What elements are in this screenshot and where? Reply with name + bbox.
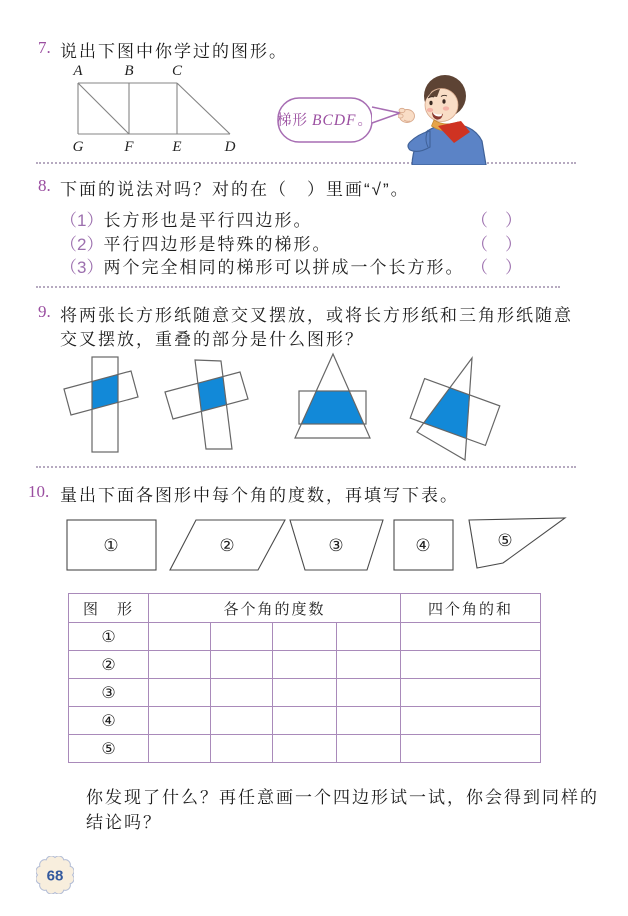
separator-dotted-1 (36, 162, 576, 164)
separator-dotted-2 (36, 286, 560, 288)
table-header-row (69, 594, 541, 623)
q8-item-1-label: （1） (60, 211, 104, 230)
q10-closing-line1: 你发现了什么？再任意画一个四边形试一试，你会得到同样的 (86, 788, 599, 807)
speech-bubble (272, 92, 406, 148)
header-sum: 四个角的和 (401, 594, 541, 623)
q8-item-2 (60, 230, 522, 255)
q8-item-3-text: 两个完全相同的梯形可以拼成一个长方形。 (103, 258, 465, 277)
angle-cell (149, 679, 211, 707)
angle-cell (273, 623, 337, 651)
boy-illustration (398, 68, 492, 165)
table-row (69, 707, 541, 735)
page-number: 68 (46, 867, 64, 885)
angle-cell (337, 679, 401, 707)
speech-bubble-text: 梯形 BCDF。 (277, 112, 373, 129)
vertex-label-e: E (172, 139, 182, 155)
angle-cell (149, 651, 211, 679)
shape-quadrilateral-5 (469, 518, 565, 568)
overlap-figure-3 (295, 354, 370, 438)
angle-cell (273, 707, 337, 735)
sum-cell (401, 623, 541, 651)
sum-cell (401, 707, 541, 735)
angle-cell (149, 623, 211, 651)
q7-prompt: 说出下图中你学过的图形。 (60, 42, 288, 61)
q8-item-2-answer-blank: （ ） (471, 235, 522, 254)
row-label: ④ (69, 707, 149, 735)
angle-cell (211, 735, 273, 763)
vertex-label-d: D (224, 139, 236, 155)
sum-cell (401, 679, 541, 707)
row-label: ⑤ (69, 735, 149, 763)
angle-cell (273, 651, 337, 679)
angle-cell (337, 651, 401, 679)
q9-prompt-line2: 交叉摆放，重叠的部分是什么图形？ (60, 330, 364, 349)
q8-item-1-answer-blank: （ ） (471, 211, 522, 230)
q8-item-3-answer-blank: （ ） (471, 258, 522, 277)
sum-cell (401, 735, 541, 763)
shape-label-2: ② (219, 536, 235, 555)
angle-cell (211, 623, 273, 651)
q7-geometry-figure (56, 60, 256, 160)
vertex-label-b: B (124, 63, 134, 79)
shape-label-4: ④ (415, 536, 431, 555)
sum-cell (401, 651, 541, 679)
table-row (69, 735, 541, 763)
q10-number: 10. (28, 482, 50, 501)
row-label: ② (69, 651, 149, 679)
q10-prompt: 量出下面各图形中每个角的度数，再填写下表。 (60, 486, 459, 505)
angle-cell (273, 735, 337, 763)
q7-number: 7. (38, 38, 51, 57)
angle-cell (337, 735, 401, 763)
header-angles: 各个角的度数 (149, 594, 401, 623)
q8-item-2-text: 平行四边形是特殊的梯形。 (103, 235, 332, 254)
q8-number: 8. (38, 176, 51, 195)
separator-dotted-3 (36, 466, 576, 468)
angle-cell (211, 651, 273, 679)
row-label: ① (69, 623, 149, 651)
q10-closing-line2: 结论吗？ (86, 813, 162, 832)
q9-overlap-figures (40, 345, 600, 475)
angle-cell (211, 707, 273, 735)
vertex-label-g: G (72, 139, 84, 155)
q10-shapes-row (50, 508, 580, 578)
angle-cell (211, 679, 273, 707)
header-shape: 图 形 (69, 594, 149, 623)
table-row (69, 651, 541, 679)
q9-number: 9. (38, 302, 51, 321)
angles-table (68, 593, 541, 763)
overlap-figure-1 (64, 357, 138, 452)
angle-cell (337, 623, 401, 651)
page-number-badge (36, 856, 74, 894)
q8-item-1 (60, 206, 522, 231)
overlap-figure-2 (165, 360, 248, 449)
angle-cell (149, 707, 211, 735)
vertex-label-a: A (73, 63, 83, 79)
q8-item-1-text: 长方形也是平行四边形。 (103, 211, 313, 230)
table-row (69, 679, 541, 707)
q8-item-2-label: （2） (60, 235, 104, 254)
vertex-label-c: C (171, 63, 183, 79)
q8-item-3-label: （3） (60, 258, 104, 277)
row-label: ③ (69, 679, 149, 707)
shape-label-5: ⑤ (497, 531, 513, 550)
vertex-label-f: F (124, 139, 134, 155)
q9-prompt-line1: 将两张长方形纸随意交叉摆放，或将长方形纸和三角形纸随意 (60, 306, 573, 325)
angle-cell (149, 735, 211, 763)
overlap-figure-4 (410, 358, 500, 460)
q8-item-3 (60, 253, 522, 278)
table-row (69, 623, 541, 651)
q8-prompt: 下面的说法对吗？对的在（ ）里画“√”。 (60, 180, 410, 199)
shape-label-1: ① (103, 536, 119, 555)
angle-cell (273, 679, 337, 707)
shape-label-3: ③ (328, 536, 344, 555)
angle-cell (337, 707, 401, 735)
